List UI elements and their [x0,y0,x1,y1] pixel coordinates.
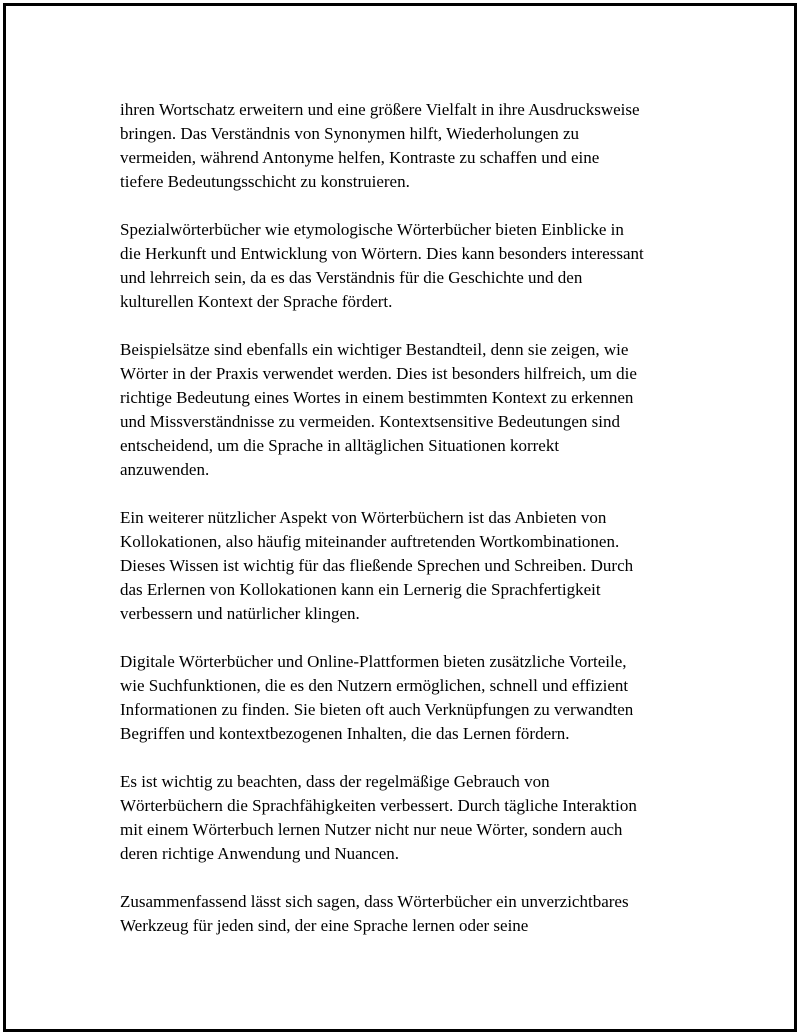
paragraph-etymology [120,218,700,314]
text-line: und lehrreich sein, da es das Verständnis für die Geschichte und den [120,268,583,287]
text-line: Begriffen und kontextbezogenen Inhalten, die das Lernen fördern. [120,724,570,743]
text-line: Wörterbüchern die Sprachfähigkeiten verbessert. Durch tägliche Interaktion [120,796,637,815]
text-line: bringen. Das Verständnis von Synonymen hilft, Wiederholungen zu [120,124,580,143]
text-line: Ein weiterer nützlicher Aspekt von Wörterbüchern ist das Anbieten von [120,508,607,527]
text-line: mit einem Wörterbuch lernen Nutzer nicht nur neue Wörter, sondern auch [120,820,623,839]
text-line: Dieses Wissen ist wichtig für das fließende Sprechen und Schreiben. Durch [120,556,634,575]
text-line: entscheidend, um die Sprache in alltäglichen Situationen korrekt [120,436,560,455]
paragraph-regular-use [120,770,700,866]
paragraph-digital-dictionaries [120,650,700,746]
text-line: und Missverständnisse zu vermeiden. Kontextsensitive Bedeutungen sind [120,412,620,431]
text-line: Beispielsätze sind ebenfalls ein wichtiger Bestandteil, denn sie zeigen, wie [120,340,629,359]
text-line: Wörter in der Praxis verwendet werden. Dies ist besonders hilfreich, um die [120,364,637,383]
text-line: das Erlernen von Kollokationen kann ein Lernerig die Sprachfertigkeit [120,580,601,599]
text-line: Kollokationen, also häufig miteinander auftretenden Wortkombinationen. [120,532,620,551]
text-line: wie Suchfunktionen, die es den Nutzern ermöglichen, schnell und effizient [120,676,629,695]
text-line: Zusammenfassend lässt sich sagen, dass Wörterbücher ein unverzichtbares [120,892,629,911]
text-line: Digitale Wörterbücher und Online-Plattformen bieten zusätzliche Vorteile, [120,652,627,671]
text-line: anzuwenden. [120,460,210,479]
text-line: Spezialwörterbücher wie etymologische Wörterbücher bieten Einblicke in [120,220,624,239]
text-line: die Herkunft und Entwicklung von Wörtern. Dies kann besonders interessant [120,244,644,263]
text-line: Informationen zu finden. Sie bieten oft auch Verknüpfungen zu verwandten [120,700,634,719]
text-line: Werkzeug für jeden sind, der eine Sprache lernen oder seine [120,916,529,935]
paragraph-synonyms [120,98,700,194]
text-line: vermeiden, während Antonyme helfen, Kontraste zu schaffen und eine [120,148,600,167]
paragraph-example-sentences [120,338,700,482]
text-line: tiefere Bedeutungsschicht zu konstruieren. [120,172,410,191]
text-line: deren richtige Anwendung und Nuancen. [120,844,399,863]
text-line: richtige Bedeutung eines Wortes in einem bestimmten Kontext zu erkennen [120,388,634,407]
page-frame [3,3,797,1032]
paragraph-summary [120,890,700,938]
document-body [120,98,700,962]
text-line: ihren Wortschatz erweitern und eine größere Vielfalt in ihre Ausdrucksweise [120,100,640,119]
text-line: kulturellen Kontext der Sprache fördert. [120,292,393,311]
text-line: verbessern und natürlicher klingen. [120,604,360,623]
text-line: Es ist wichtig zu beachten, dass der regelmäßige Gebrauch von [120,772,550,791]
paragraph-collocations [120,506,700,626]
